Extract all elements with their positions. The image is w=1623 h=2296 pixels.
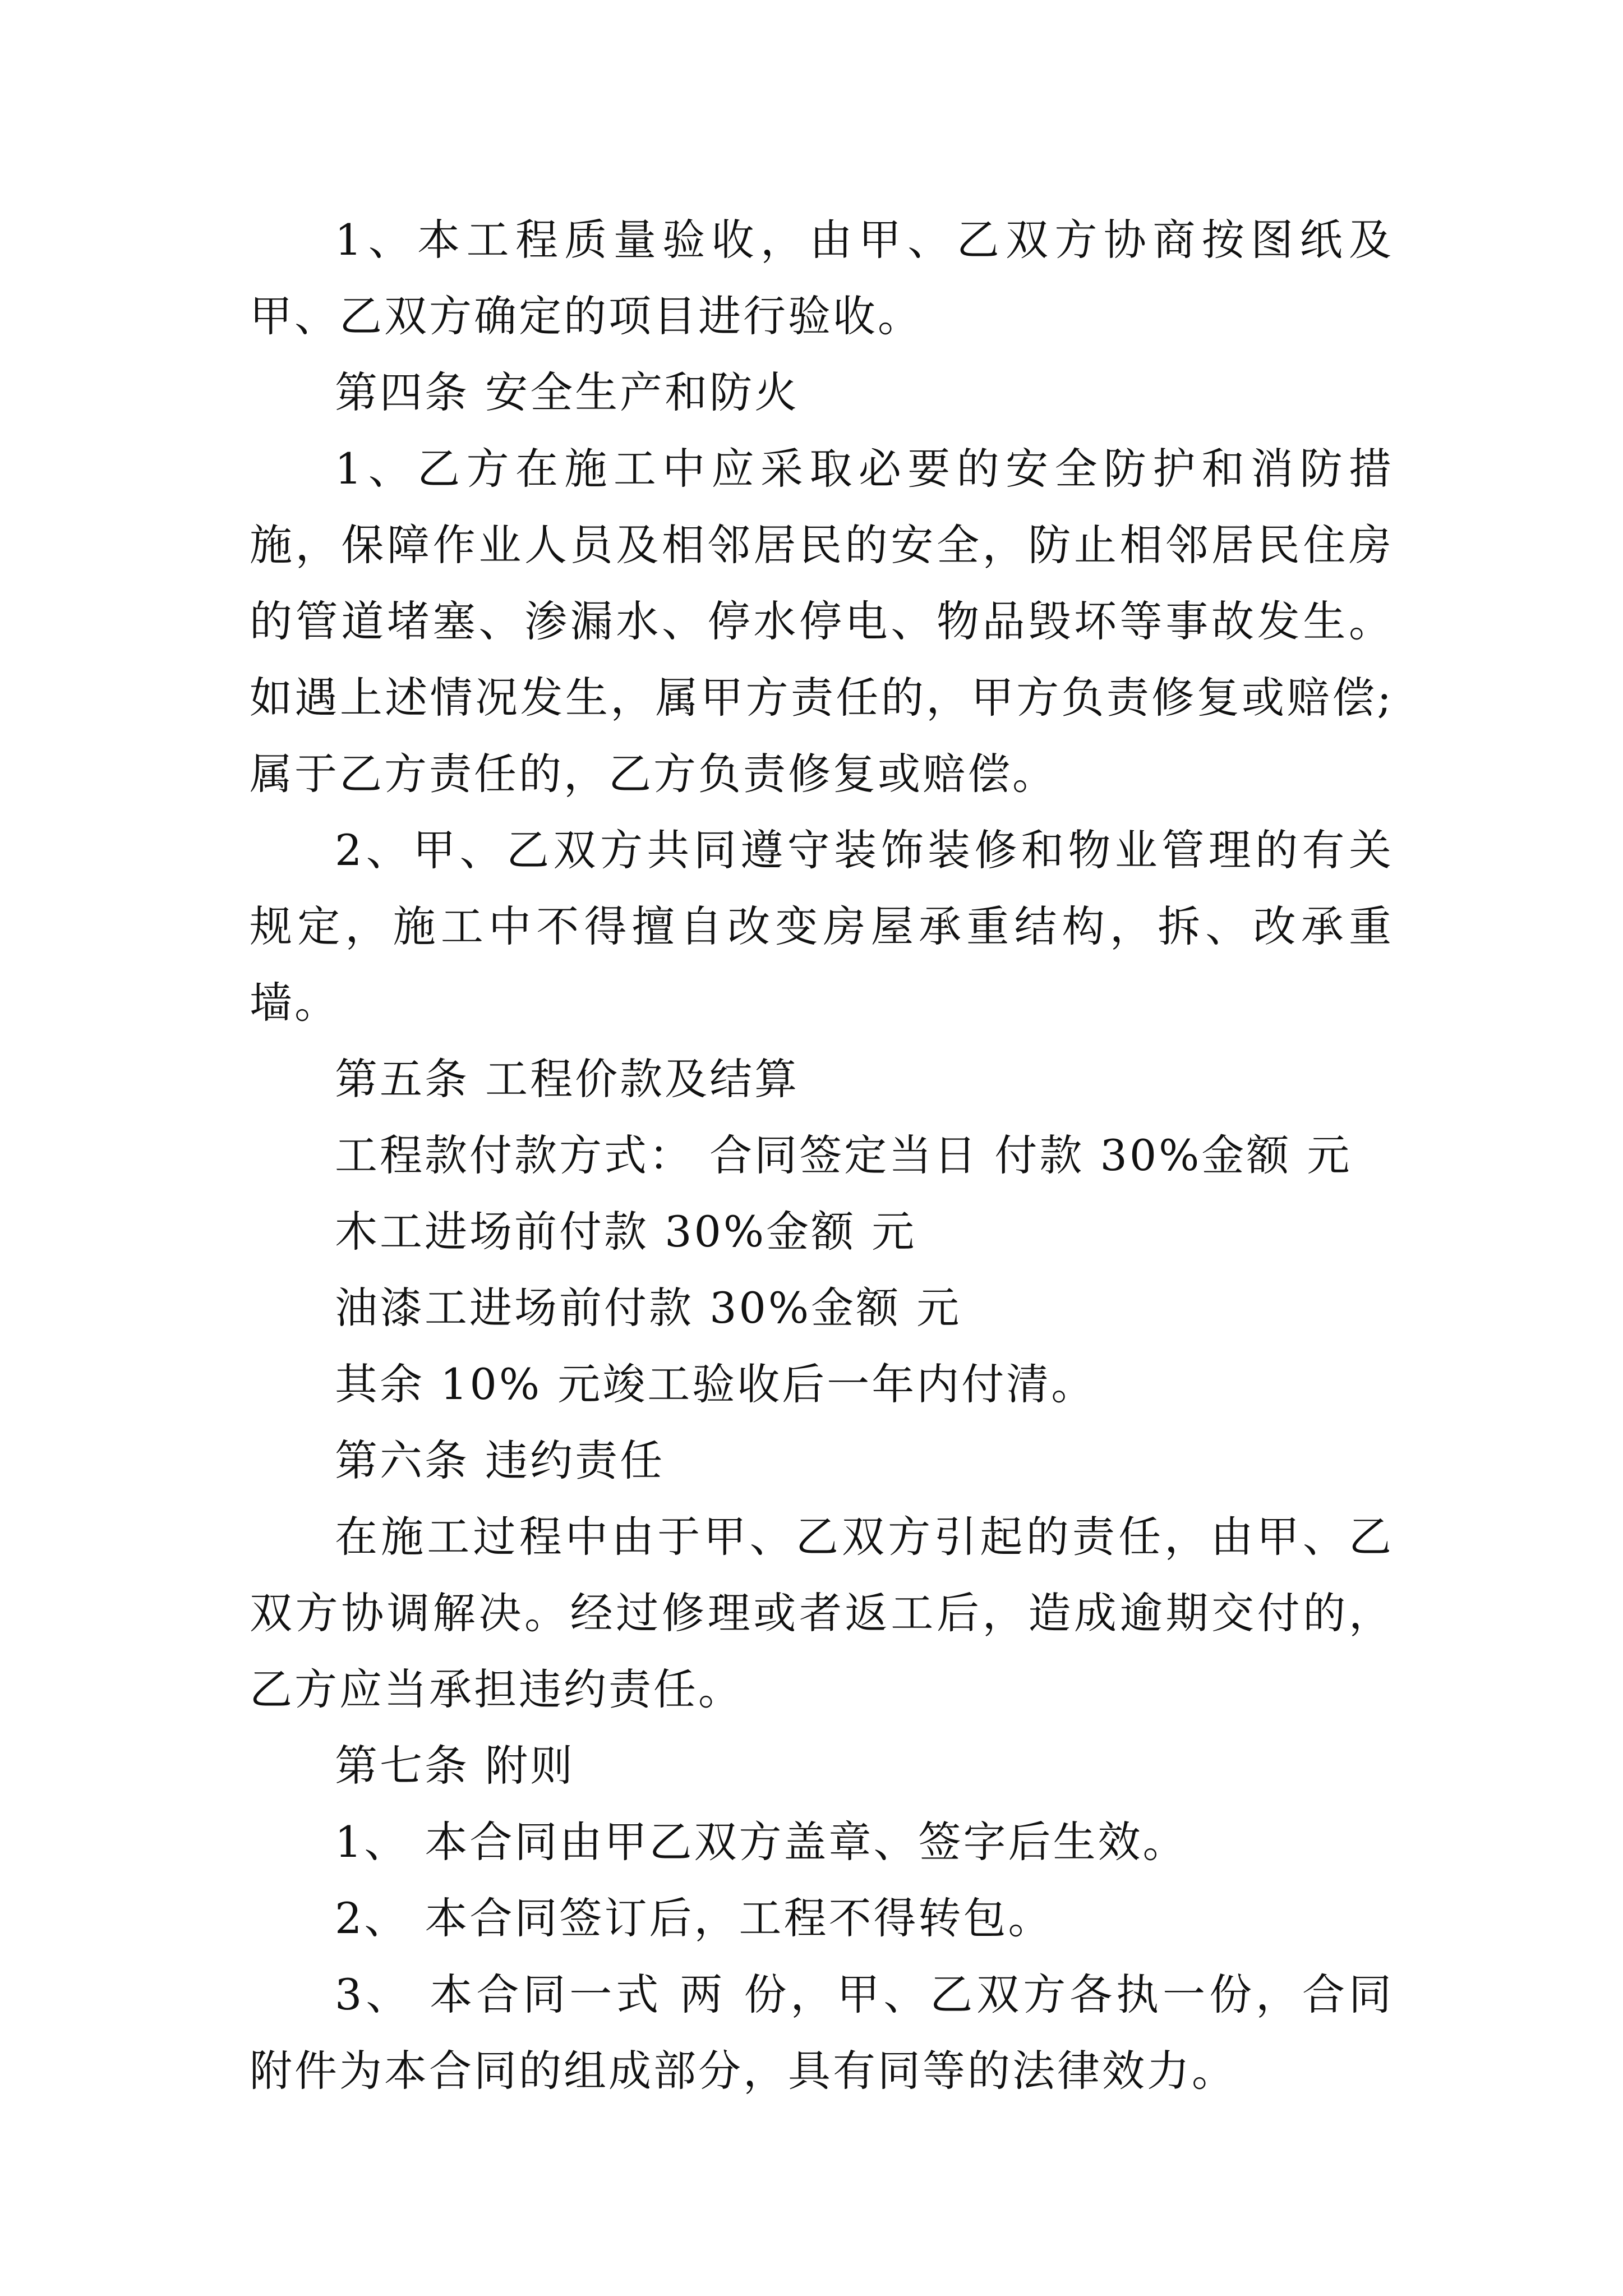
paragraph-safety-1: 1、乙方在施工中应采取必要的安全防护和消防措施，保障作业人员及相邻居民的安全，防止相邻居民住房的管道堵塞、渗漏水、停水停电、物品毁坏等事故发生。如遇上述情况发生，属甲方责任的，甲方负责修复或赔偿;属于乙方责任的，乙方负责修复或赔偿。: [250, 444, 1394, 799]
paragraph-payment-carpentry: 木工进场前付款 30%金额 元: [335, 1207, 917, 1257]
heading-article-4: 第四条 安全生产和防火: [335, 367, 800, 417]
heading-article-7: 第七条 附则: [335, 1741, 575, 1791]
document-body: [250, 202, 1394, 2109]
heading-article-5: 第五条 工程价款及结算: [335, 1054, 800, 1104]
paragraph-annex-1: 1、 本合同由甲乙双方盖章、签字后生效。: [335, 1817, 1188, 1867]
paragraph-payment-remainder: 其余 10% 元竣工验收后一年内付清。: [335, 1359, 1096, 1409]
paragraph-liability: 在施工过程中由于甲、乙双方引起的责任，由甲、乙双方协调解决。经过修理或者返工后，造成逾期交付的，乙方应当承担违约责任。: [250, 1512, 1394, 1714]
paragraph-payment-method: 工程款付款方式： 合同签定当日 付款 30%金额 元: [335, 1130, 1352, 1180]
heading-article-6: 第六条 违约责任: [335, 1435, 665, 1485]
paragraph-acceptance: 1、本工程质量验收，由甲、乙双方协商按图纸及甲、乙双方确定的项目进行验收。: [250, 215, 1394, 341]
paragraph-payment-painting: 油漆工进场前付款 30%金额 元: [335, 1283, 962, 1333]
paragraph-annex-2: 2、 本合同签订后，工程不得转包。: [335, 1893, 1053, 1943]
paragraph-safety-2: 2、甲、乙双方共同遵守装饰装修和物业管理的有关规定，施工中不得擅自改变房屋承重结构，拆、改承重墙。: [250, 825, 1394, 1028]
paragraph-annex-3: 3、 本合同一式 两 份，甲、乙双方各执一份，合同附件为本合同的组成部分，具有同等的法律效力。: [250, 1970, 1394, 2096]
